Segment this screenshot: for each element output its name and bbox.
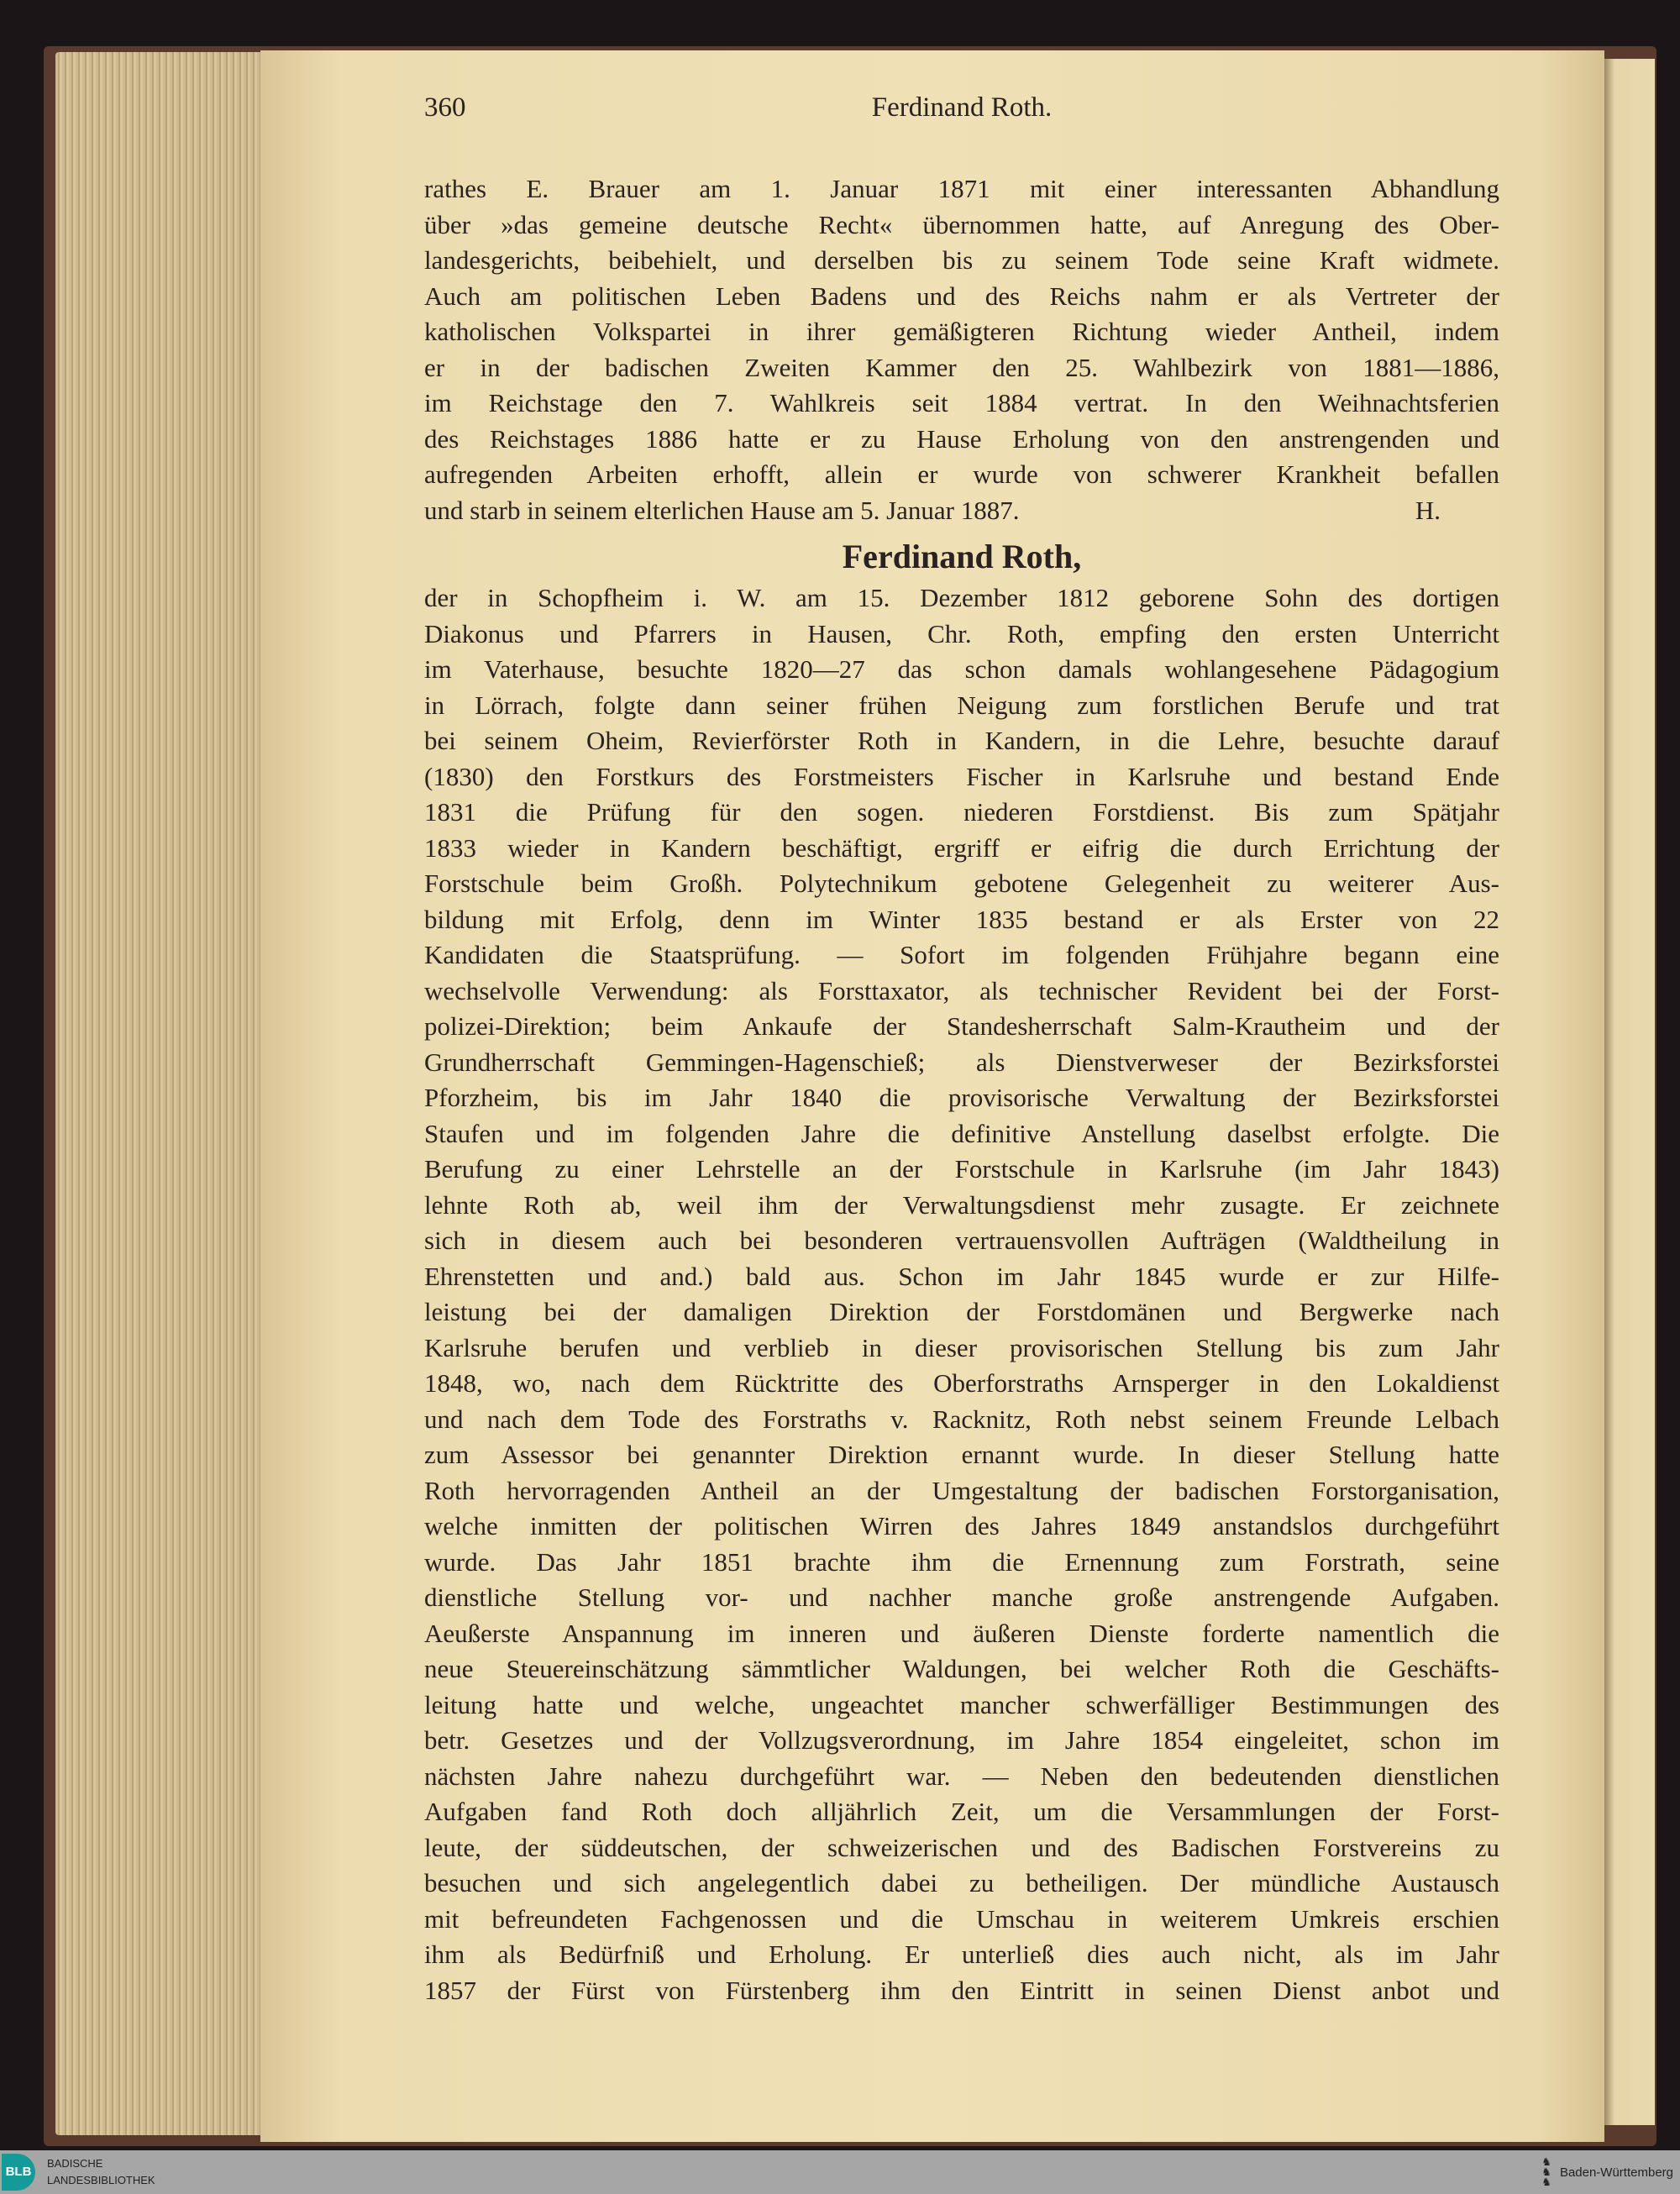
text-line: Diakonus und Pfarrers in Hausen, Chr. Roth, empfing den ersten Unterricht	[424, 618, 1499, 648]
author-initial: H.	[1415, 495, 1441, 525]
text-line: und nach dem Tode des Forstraths v. Racknitz, Roth nebst seinem Freunde Lelbach	[424, 1404, 1499, 1434]
running-title: Ferdinand Roth.	[871, 92, 1053, 123]
text-line: leute, der süddeutschen, der schweizerischen und des Badischen Forstvereins zu	[424, 1832, 1499, 1862]
paragraph-1	[424, 171, 1499, 493]
text-line: leistung bei der damaligen Direktion der Forstdomänen und Bergwerke nach	[424, 1297, 1499, 1326]
text-line: 1857 der Fürst von Fürstenberg ihm den Eintritt in seinen Dienst anbot und	[424, 1975, 1499, 2005]
page-text	[424, 171, 1499, 2008]
text-line: des Reichstages 1886 hatte er zu Hause Erholung von den anstrengenden und	[424, 423, 1499, 454]
paragraph-2	[424, 580, 1499, 2008]
text-line: bei seinem Oheim, Revierförster Roth in Kandern, in die Lehre, besuchte darauf	[424, 726, 1499, 755]
text-line: im Reichstage den 7. Wahlkreis seit 1884 vertrat. In den Weihnachtsferien	[424, 388, 1499, 417]
text-line: der in Schopfheim i. W. am 15. Dezember 1812 geborene Sohn des dortigen	[424, 583, 1499, 612]
text-line: wurde. Das Jahr 1851 brachte ihm die Ernennung zum Forstrath, seine	[424, 1546, 1499, 1577]
text-line: über »das gemeine deutsche Recht« übernommen hatte, auf Anregung des Ober-	[424, 209, 1499, 239]
text-line: aufregenden Arbeiten erhofft, allein er wurde von schwerer Krankheit befallen	[424, 459, 1499, 489]
library-name-line2: LANDESBIBLIOTHEK	[47, 2174, 155, 2186]
text-line: Kandidaten die Staatsprüfung. — Sofort im folgenden Frühjahre begann eine	[424, 940, 1499, 969]
text-line: polizei-Direktion; beim Ankaufe der Standesherrschaft Salm-Krautheim und der	[424, 1011, 1499, 1041]
text-line: wechselvolle Verwendung: als Forsttaxator, als technischer Revident bei der Forst-	[424, 975, 1499, 1005]
text-line: mit befreundeten Fachgenossen und die Umschau in weiterem Umkreis erschien	[424, 1903, 1499, 1934]
library-name	[47, 2155, 155, 2189]
text-line: 1831 die Prüfung für den sogen. niederen Forstdienst. Bis zum Spätjahr	[424, 797, 1499, 827]
facing-page-edge	[1604, 59, 1655, 2125]
text-line: Karlsruhe berufen und verblieb in dieser provisorischen Stellung bis zum Jahr	[424, 1332, 1499, 1362]
text-line: Ehrenstetten und and.) bald aus. Schon im Jahr 1845 wurde er zur Hilfe-	[424, 1261, 1499, 1291]
text-line: Forstschule beim Großh. Polytechnikum gebotene Gelegenheit zu weiterer Aus-	[424, 869, 1499, 898]
text-line: Staufen und im folgenden Jahre die definitive Anstellung daselbst erfolgte. Die	[424, 1118, 1499, 1148]
text-line: rathes E. Brauer am 1. Januar 1871 mit einer interessanten Abhandlung	[424, 174, 1499, 203]
state-name: Baden-Württemberg	[1559, 2165, 1673, 2180]
viewer-footer	[0, 2150, 1680, 2194]
text-line: nächsten Jahre nahezu durchgeführt war. — Neben den bedeutenden dienstlichen	[424, 1761, 1499, 1791]
text-line: landesgerichts, beibehielt, und derselben bis zu seinem Tode seine Kraft widmete.	[424, 245, 1499, 275]
text-line: er in der badischen Zweiten Kammer den 25. Wahlbezirk von 1881—1886,	[424, 352, 1499, 382]
text-line: in Lörrach, folgte dann seiner frühen Neigung zum forstlichen Berufe und trat	[424, 690, 1499, 720]
text-line: bildung mit Erfolg, denn im Winter 1835 bestand er als Erster von 22	[424, 904, 1499, 934]
text-line: welche inmitten der politischen Wirren des Jahres 1849 anstandslos durchgeführt	[424, 1511, 1499, 1541]
text-line: neue Steuereinschätzung sämmtlicher Waldungen, bei welcher Roth die Geschäfts-	[424, 1654, 1499, 1683]
text-line: Berufung zu einer Lehrstelle an der Forstschule in Karlsruhe (im Jahr 1843)	[424, 1154, 1499, 1184]
text-line: ihm als Bedürfniß und Erholung. Er unterließ dies auch nicht, als im Jahr	[424, 1939, 1499, 1969]
baden-wuerttemberg-logo[interactable]	[1541, 2155, 1673, 2189]
text-line: Auch am politischen Leben Badens und des Reichs nahm er als Vertreter der	[424, 281, 1499, 311]
text-line: (1830) den Forstkurs des Forstmeisters Fischer in Karlsruhe und bestand Ende	[424, 761, 1499, 791]
text-line: zum Assessor bei genannter Direktion ernannt wurde. In dieser Stellung hatte	[424, 1440, 1499, 1469]
text-line: sich in diesem auch bei besonderen vertrauensvollen Aufträgen (Waldtheilung in	[424, 1226, 1499, 1255]
text-line: Aufgaben fand Roth doch alljährlich Zeit, um die Versammlungen der Forst-	[424, 1797, 1499, 1826]
page-header	[424, 92, 1499, 131]
text-line: 1848, wo, nach dem Rücktritte des Oberforstraths Arnsperger in den Lokaldienst	[424, 1368, 1499, 1398]
text-line: Grundherrschaft Gemmingen-Hagenschieß; als Dienstverweser der Bezirksforstei	[424, 1047, 1499, 1077]
library-name-line1: BADISCHE	[47, 2157, 103, 2170]
text-line: dienstliche Stellung vor- und nachher manche große anstrengende Aufgaben.	[424, 1583, 1499, 1612]
text-line: lehnte Roth ab, weil ihm der Verwaltungsdienst mehr zusagte. Er zeichnete	[424, 1189, 1499, 1220]
three-lions-icon: ♞ ♞ ♞	[1541, 2155, 1551, 2188]
text-line: betr. Gesetzes und der Vollzugsverordnung, im Jahre 1854 eingeleitet, schon im	[424, 1725, 1499, 1755]
article-title: Ferdinand Roth,	[842, 538, 1082, 575]
text-line: Pforzheim, bis im Jahr 1840 die provisorische Verwaltung der Bezirksforstei	[424, 1083, 1499, 1112]
text-line: 1833 wieder in Kandern beschäftigt, ergriff er eifrig die durch Errichtung der	[424, 832, 1499, 863]
text-line: im Vaterhause, besuchte 1820—27 das schon damals wohlangesehene Pädagogium	[424, 654, 1499, 684]
page-stack-edge	[55, 52, 274, 2135]
text-line	[424, 493, 1499, 529]
text-line: Aeußerste Anspannung im inneren und äußeren Dienste forderte namentlich die	[424, 1618, 1499, 1648]
text-line: katholischen Volkspartei in ihrer gemäßigteren Richtung wieder Antheil, indem	[424, 317, 1499, 346]
text-line: besuchen und sich angelegentlich dabei zu betheiligen. Der mündliche Austausch	[424, 1868, 1499, 1897]
text-line: Roth hervorragenden Antheil an der Umgestaltung der badischen Forstorganisation,	[424, 1475, 1499, 1505]
blb-logo[interactable]: BLB	[2, 2154, 35, 2191]
paragraph-1-last-line: und starb in seinem elterlichen Hause am 5. Januar 1887.	[424, 495, 1020, 525]
page-number: 360	[424, 92, 466, 123]
text-line: leitung hatte und welche, ungeachtet mancher schwerfälliger Bestimmungen des	[424, 1689, 1499, 1719]
